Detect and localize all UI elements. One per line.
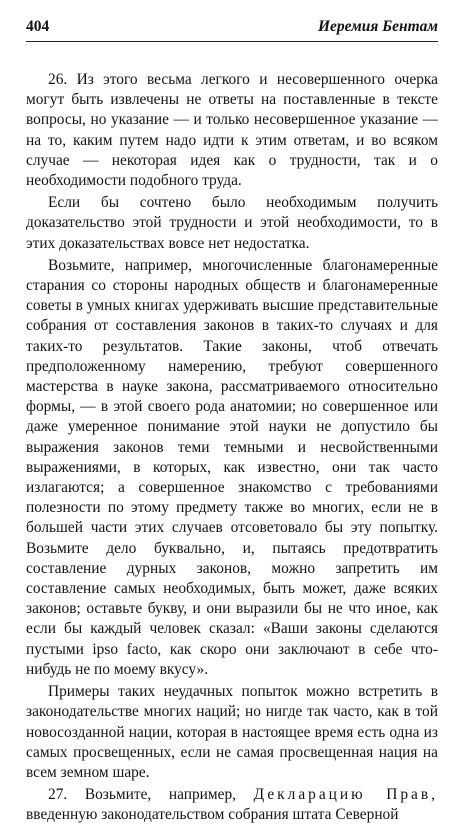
paragraph-evidence: Если бы сочтено было необходимым получить доказательство этой трудности и этой необходимости, то в этих доказательствах вовсе нет недостатка. [26, 194, 438, 252]
paragraph-27-spaced: Декларацию Прав, [253, 786, 439, 804]
page-header [26, 14, 438, 38]
running-head: Иеремия Бентам [317, 18, 438, 35]
paragraph-27 [26, 785, 438, 825]
paragraph-27-end: введенную законодательством собрания штата Северной [26, 806, 399, 824]
paragraph-27-start: 27. Возьмите, например, [48, 786, 254, 804]
paragraph-26: 26. Из этого весьма легкого и несовершенного очерка могут быть извлечены не ответы на поставленные в тексте вопросы, но указание — и только несовершенное указание — на то, каким путем надо идти к этим ответам, и во всяком случае — некоторая идея как о трудности, так и о необходимости подобного труда. [26, 71, 438, 190]
header-rule [26, 41, 438, 42]
page-number: 404 [26, 18, 50, 35]
page-body [26, 70, 438, 826]
book-page [26, 14, 438, 828]
paragraph-example: Возьмите, например, многочисленные благонамеренные старания со стороны народных обществ и благонамеренные советы в умных книгах удерживать высшие представительные собрания от составления законов в таких-то случаях и для таких-то результатов. Такие законы, чтоб отвечать предположенному намерению, требуют совершенного мастерства в науке закона, рассматриваемого относительно формы, — в этой своего рода анатомии; но совершенное или даже умеренное понимание этой науки не допустило бы выражения законов теми темными и несвойственными выражениями, в которых, как известно, они так часто излагаются; а совершенное знакомство с требованиями полезности по этому предмету также во многих, если не в большей части этих случаев отсоветовало бы эту попытку. Возьмите дело буквально, и, пытаясь предотвратить составление дурных законов, можно запретить им составление самых необходимых, быть может, даже всяких законов; оставьте букву, и они выразили бы не что иное, как если бы каждый человек сказал: «Ваши законы сделаются пустыми ipso facto, как скоро они заключают в себе что-нибудь не по моему вкусу». [26, 256, 438, 678]
paragraph-failed-attempts: Примеры таких неудачных попыток можно встретить в законодательстве многих наций; но нигде так часто, как в той новосозданной нации, которая в настоящее время есть одна из самых просвещенных, если не самая просвещенная нация на всем земном шаре. [26, 683, 438, 781]
